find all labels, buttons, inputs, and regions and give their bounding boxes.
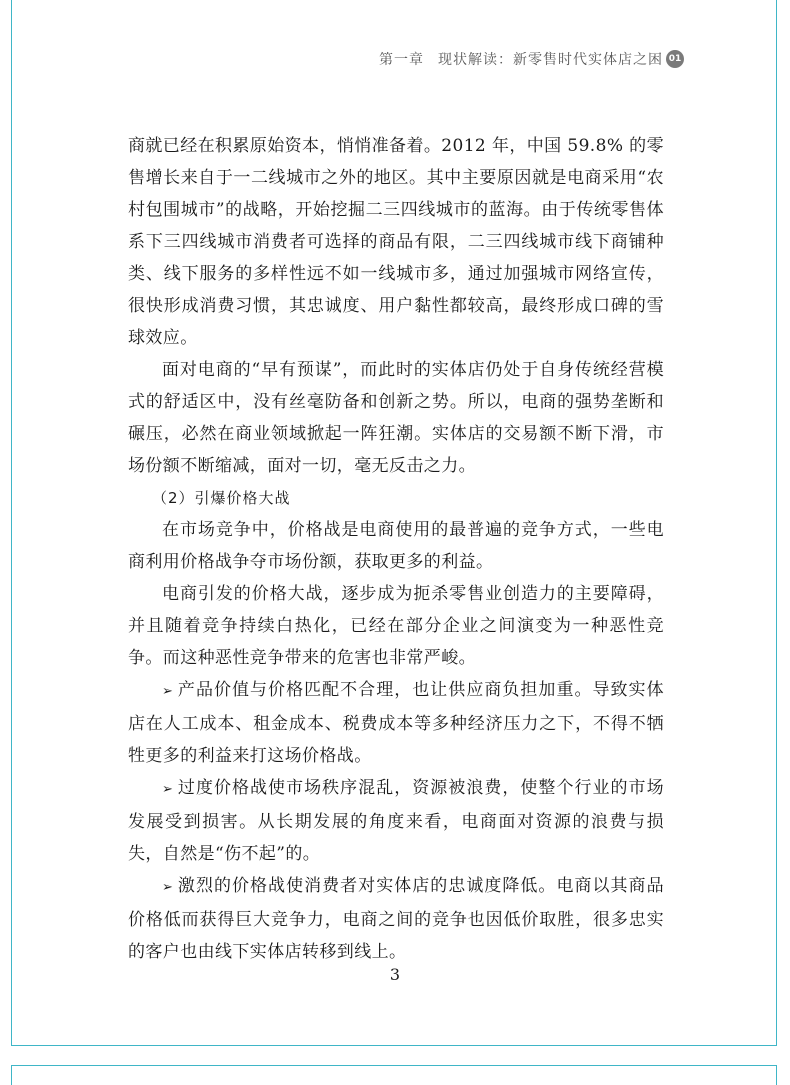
running-header	[379, 49, 684, 69]
chapter-title: 现状解读：新零售时代实体店之困	[438, 52, 663, 68]
bullet-text-2: 过度价格战使市场秩序混乱，资源被浪费，使整个行业的市场发展受到损害。从长期发展的角度来看，电商面对资源的浪费与损失，自然是“伤不起”的。	[128, 778, 664, 864]
section-subheading: （2）引爆价格大战	[152, 489, 291, 507]
paragraph-3: 在市场竞争中，价格战是电商使用的最普遍的竞争方式，一些电商利用价格战争夺市场份额，获取更多的利益。	[128, 520, 664, 572]
chapter-label: 第一章	[379, 52, 424, 68]
paragraph-1: 商就已经在积累原始资本，悄悄准备着。2012 年，中国 59.8% 的零售增长来自于一二线城市之外的地区。其中主要原因就是电商采用“农村包围城市”的战略，开始挖掘二三四线城市的蓝海。由于传统零售体系下三四线城市消费者可选择的商品有限，二三四线城市线下商铺种类、线下服务的多样性远不如一线城市多，通过加强城市网络宣传，很快形成消费习惯，其忠诚度、用户黏性都较高，最终形成口碑的雪球效应。	[128, 136, 664, 348]
next-page-border	[11, 1065, 777, 1085]
arrow-bullet-icon: ➢	[162, 782, 174, 797]
body-text	[128, 130, 664, 968]
paragraph-4: 电商引发的价格大战，逐步成为扼杀零售业创造力的主要障碍，并且随着竞争持续白热化，已经在部分企业之间演变为一种恶性竞争。而这种恶性竞争带来的危害也非常严峻。	[128, 584, 664, 668]
arrow-bullet-icon: ➢	[162, 880, 174, 895]
bullet-item-1	[128, 674, 664, 772]
page-number: 3	[389, 965, 401, 984]
bullet-item-2	[128, 772, 664, 870]
arrow-bullet-icon: ➢	[162, 684, 174, 699]
bullet-item-3	[128, 870, 664, 968]
bullet-text-1: 产品价值与价格匹配不合理，也让供应商负担加重。导致实体店在人工成本、租金成本、税费成本等多种经济压力之下，不得不牺牲更多的利益来打这场价格战。	[128, 680, 664, 766]
bullet-text-3: 激烈的价格战使消费者对实体店的忠诚度降低。电商以其商品价格低而获得巨大竞争力，电商之间的竞争也因低价取胜，很多忠实的客户也由线下实体店转移到线上。	[128, 876, 664, 962]
paragraph-2: 面对电商的“早有预谋”，而此时的实体店仍处于自身传统经营模式的舒适区中，没有丝毫防备和创新之势。所以，电商的强势垄断和碾压，必然在商业领域掀起一阵狂潮。实体店的交易额不断下滑，市场份额不断缩减，面对一切，毫无反击之力。	[128, 360, 664, 476]
chapter-badge-icon: 01	[666, 50, 684, 68]
